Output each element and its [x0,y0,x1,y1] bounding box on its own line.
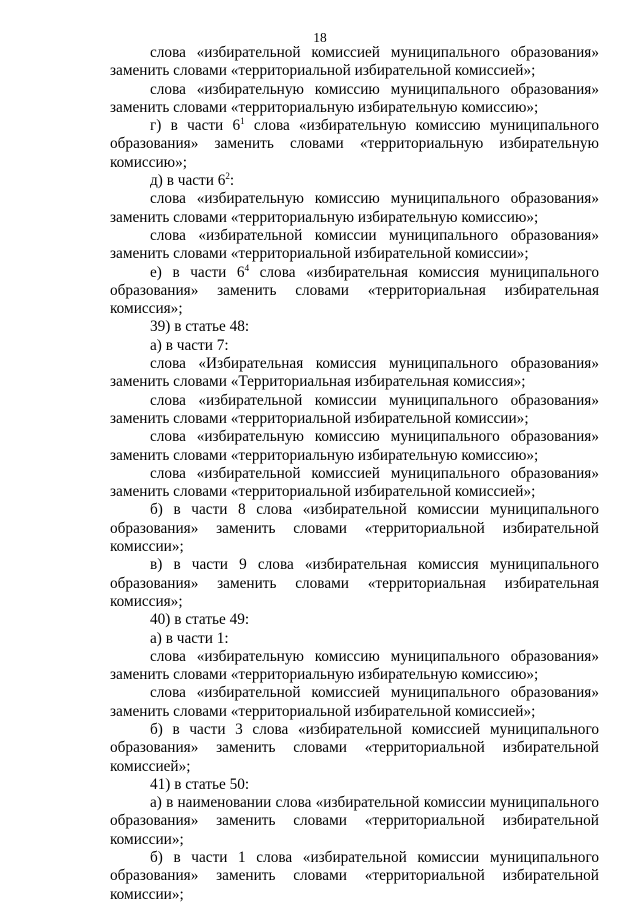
paragraph-8: 39) в статье 48: [150,318,250,336]
paragraph-18: слова «избирательную комиссию муниципального образования» заменить словами «территориальную избирательную комиссию»; [110,647,599,684]
paragraph-5: слова «избирательную комиссию муниципального образования» заменить словами «территориальную избирательную комиссию»; [110,190,599,226]
document-body [110,44,599,904]
paragraph-19: слова «избирательной комиссией муниципального образования» заменить словами «территориальной избирательной комиссией»; [110,684,599,720]
paragraph-14: б) в части 8 слова «избирательной комиссии муниципального образования» заменить словами «территориальной избирательной комиссии»; [110,501,599,556]
paragraph-23: б) в части 1 слова «избирательной комиссии муниципального образования» заменить словами «территориальной избирательной комиссии»; [110,849,599,903]
paragraph-16: 40) в статье 49: [150,611,250,629]
paragraph-13: слова «избирательной комиссией муниципального образования» заменить словами «территориальной избирательной комиссией»; [110,464,599,501]
paragraph-20: б) в части 3 слова «избирательной комиссией муниципального образования» заменить словами «территориальной избирательной комиссией»; [110,720,599,775]
paragraph-11: слова «избирательной комиссии муниципального образования» заменить словами «территориальной избирательной комиссии»; [110,391,599,427]
superscript-index: 1 [240,116,245,127]
paragraph-2: слова «избирательную комиссию муниципального образования» заменить словами «территориальную избирательную комиссию»; [110,80,599,116]
paragraph-21: 41) в статье 50: [150,775,250,793]
paragraph-1: слова «избирательной комиссией муниципального образования» заменить словами «территориальной избирательной комиссией»; [110,44,599,80]
paragraph-9: а) в части 7: [150,336,229,354]
paragraph-12: слова «избирательную комиссию муниципального образования» заменить словами «территориальную избирательную комиссию»; [110,428,599,464]
paragraph-7: е) в части $6^4$ слова «избирательная комиссия муниципального образования» заменить словами «территориальная избирательная комиссия»; [110,262,599,318]
page-number: 18 [313,30,327,45]
paragraph-15: в) в части 9 слова «избирательная комиссия муниципального образования» заменить словами «территориальная избирательная комиссия»; [110,556,599,610]
paragraph-22: а) в наименовании слова «избирательной комиссии муниципального образования» заменить словами «территориальной избирательной комиссии»; [110,794,599,848]
paragraph-10: слова «Избирательная комиссия муниципального образования» заменить словами «Территориальная избирательная комиссия»; [110,355,599,391]
paragraph-3: г) в части $6^1$ слова «избирательную комиссию муниципального образования» заменить словами «территориальную избирательную комиссию»; [110,116,600,171]
superscript-index: 4 [244,262,250,273]
superscript-index: 2 [225,171,230,182]
paragraph-4: д) в части $6^2$: [150,171,235,190]
paragraph-6: слова «избирательной комиссии муниципального образования» заменить словами «территориальной избирательной комиссии»; [110,226,599,263]
paragraph-17: а) в части 1: [150,629,229,647]
